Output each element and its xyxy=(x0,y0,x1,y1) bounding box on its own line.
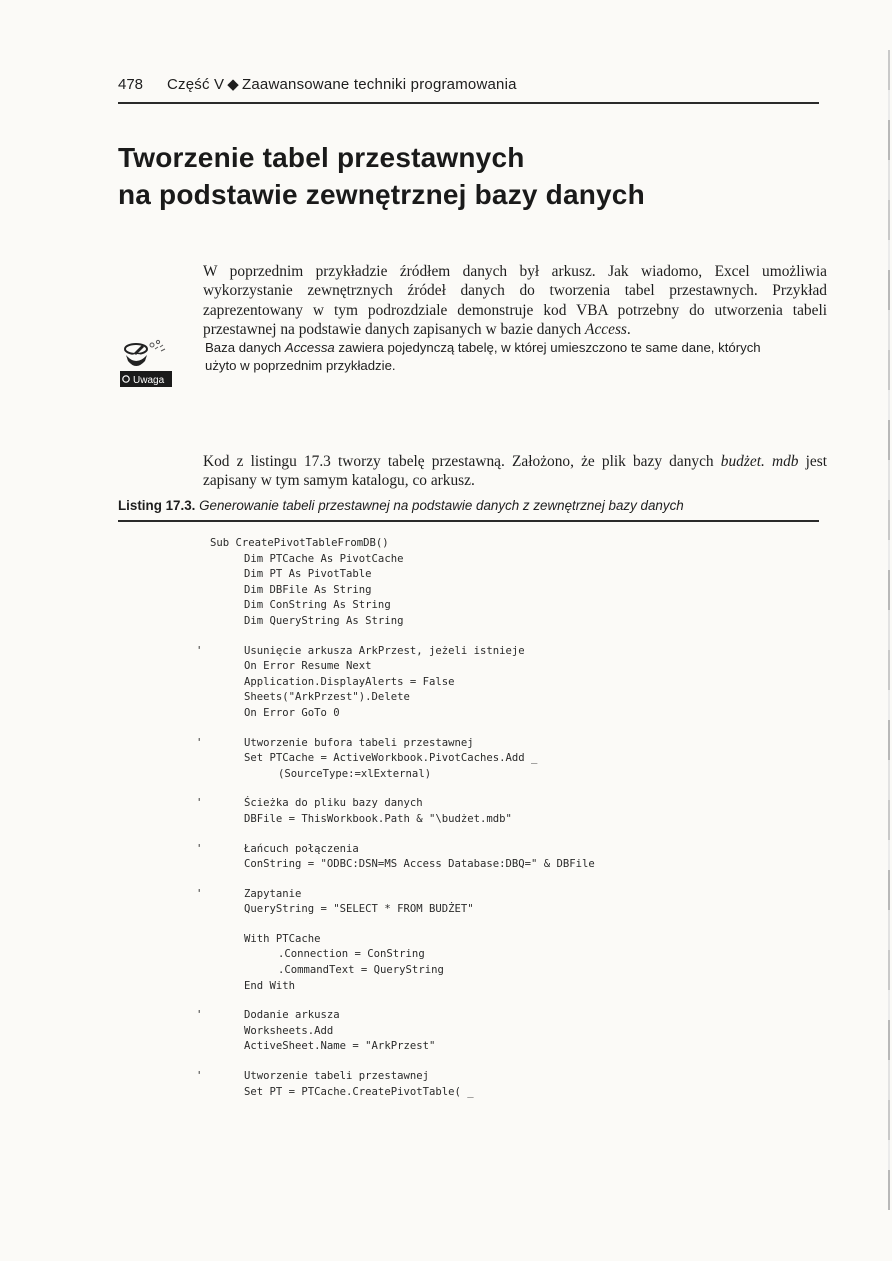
code-line: ActiveSheet.Name = "ArkPrzest" xyxy=(244,1040,436,1053)
section-heading-line-1: Tworzenie tabel przestawnych xyxy=(118,142,525,173)
code-line: Worksheets.Add xyxy=(244,1024,334,1037)
body-text-pre: Kod z listingu 17.3 tworzy tabelę przestawną. Założono, że plik bazy danych xyxy=(203,453,721,470)
code-line: .Connection = ConString xyxy=(278,948,425,961)
code-line: On Error Resume Next xyxy=(244,660,372,673)
code-line: Set PT = PTCache.CreatePivotTable( _ xyxy=(244,1085,474,1098)
code-line: DBFile = ThisWorkbook.Path & "\budżet.mdb" xyxy=(244,812,512,825)
page-edge-shadow xyxy=(888,50,890,1210)
code-line: With PTCache xyxy=(244,932,321,945)
code-comment-line: ' Ścieżka do pliku bazy danych xyxy=(210,796,830,812)
code-blank-line xyxy=(210,782,830,796)
part-label: Część V xyxy=(167,76,225,93)
code-blank-line xyxy=(210,630,830,644)
code-blank-line xyxy=(210,722,830,736)
intro-end: . xyxy=(626,321,631,339)
code-line: (SourceType:=xlExternal) xyxy=(278,767,432,780)
note-icon xyxy=(120,337,172,387)
code-comment-line: ' Usunięcie arkusza ArkPrzest, jeżeli istnieje xyxy=(210,644,830,660)
code-comment-line: ' Utworzenie bufora tabeli przestawnej xyxy=(210,736,830,752)
code-comment-line: ' Łańcuch połączenia xyxy=(210,842,830,858)
listing-caption xyxy=(118,498,819,522)
code-comment-line: ' Dodanie arkusza xyxy=(210,1008,830,1024)
section-heading xyxy=(118,139,838,213)
code-line: Application.DisplayAlerts = False xyxy=(244,675,455,688)
note-text xyxy=(205,339,785,374)
intro-paragraph xyxy=(203,262,827,340)
note-badge-label: Uwaga xyxy=(133,375,165,386)
diamond-separator-icon: ◆ xyxy=(227,76,239,93)
intro-emphasis: Access xyxy=(585,321,627,339)
code-line: QueryString = "SELECT * FROM BUDŻET" xyxy=(244,903,474,916)
note-text-pre: Baza danych xyxy=(205,340,285,355)
code-line: Sub CreatePivotTableFromDB() xyxy=(210,537,389,549)
body-paragraph xyxy=(203,452,827,491)
code-line: .CommandText = QueryString xyxy=(278,964,444,977)
code-listing xyxy=(210,536,830,1100)
note-text-emphasis: Accessa xyxy=(284,340,335,355)
code-blank-line xyxy=(210,1055,830,1069)
code-comment-line: ' Zapytanie xyxy=(210,887,830,903)
section-heading-line-2: na podstawie zewnętrznej bazy danych xyxy=(118,179,645,210)
note-text-post: zawiera pojedynczą tabelę, w której umieszczono te same dane, których użyto w poprzednim przykładzie. xyxy=(205,340,761,373)
code-blank-line xyxy=(210,873,830,887)
code-line: Sheets("ArkPrzest").Delete xyxy=(244,691,410,704)
code-line: Dim QueryString As String xyxy=(244,614,404,627)
page-number: 478 xyxy=(118,76,144,93)
code-line: ConString = "ODBC:DSN=MS Access Database:DBQ=" & DBFile xyxy=(244,858,595,871)
code-blank-line xyxy=(210,828,830,842)
body-text-emphasis: budżet. mdb xyxy=(720,453,799,470)
running-header xyxy=(118,74,819,104)
code-line: Dim PT As PivotTable xyxy=(244,568,372,581)
code-line: Dim ConString As String xyxy=(244,599,391,612)
code-line: Dim DBFile As String xyxy=(244,583,372,596)
code-comment-line: ' Utworzenie tabeli przestawnej xyxy=(210,1069,830,1085)
code-line: Set PTCache = ActiveWorkbook.PivotCaches.Add _ xyxy=(244,752,538,765)
code-line: End With xyxy=(244,979,296,992)
intro-text: W poprzednim przykładzie źródłem danych był arkusz. Jak wiadomo, Excel umożliwia wykorzystanie zewnętrznych źródeł danych do tworzenia tabel przestawnych. Przykład zaprezentowany w tym podrozdziale demonstruje kod VBA potrzebny do utworzenia tabeli przestawnej na podstawie danych zapisanych w bazie danych xyxy=(203,263,827,339)
code-blank-line xyxy=(210,994,830,1008)
body-text-post: jest zapisany w tym samym katalogu, co arkusz. xyxy=(203,453,827,490)
code-line: Dim PTCache As PivotCache xyxy=(244,552,404,565)
code-line: On Error GoTo 0 xyxy=(244,706,340,719)
chapter-title: Zaawansowane techniki programowania xyxy=(242,76,517,93)
listing-title: Generowanie tabeli przestawnej na podstawie danych z zewnętrznej bazy danych xyxy=(199,498,684,513)
chapter-header xyxy=(167,75,517,93)
code-blank-line xyxy=(210,918,830,932)
listing-label: Listing 17.3. xyxy=(118,498,196,513)
